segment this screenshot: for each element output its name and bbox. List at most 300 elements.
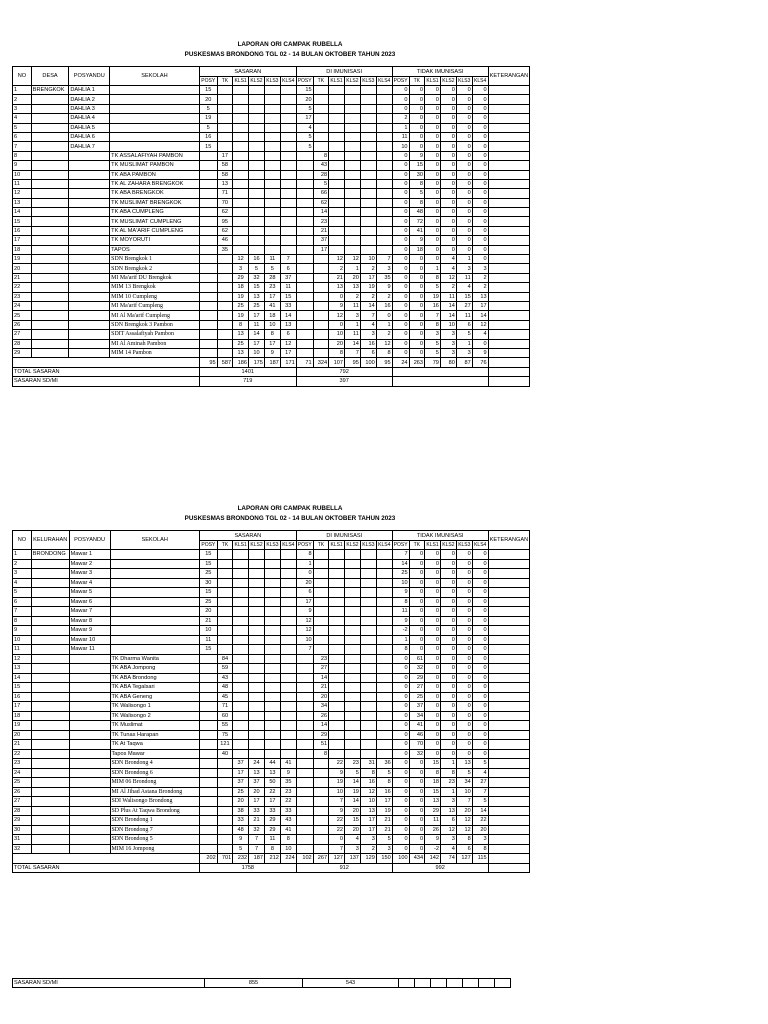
table-row [13, 179, 568, 188]
cell-tidak: 8 [425, 273, 441, 282]
row-no: 9 [13, 626, 32, 636]
cell-sas [217, 311, 232, 320]
cell-imun [360, 198, 376, 207]
cell-imun: 17 [360, 816, 376, 826]
cell-imun [296, 311, 313, 320]
cell-sas [249, 730, 265, 740]
cell-sas [280, 597, 296, 607]
row-sekolah: SDN Brondong 7 [110, 825, 199, 835]
cell-imun: 7 [376, 255, 392, 264]
cell-sas: 18 [233, 283, 249, 292]
row-desa [31, 559, 69, 569]
table-row [13, 339, 568, 348]
cell-imun [360, 559, 376, 569]
cell-imun [344, 95, 360, 104]
cell-sas [249, 578, 265, 588]
cell-imun [296, 711, 313, 721]
total-tidak: 100 [392, 854, 409, 864]
cell-tidak: 0 [425, 198, 441, 207]
cell-sas: 28 [264, 273, 280, 282]
cell-tidak: 0 [456, 217, 472, 226]
cell-imun [329, 664, 345, 674]
cell-tidak: 10 [392, 578, 409, 588]
cell-sas [264, 616, 280, 626]
cell-sas: 33 [280, 806, 296, 816]
subheader-kls2: KLS2 [442, 542, 455, 548]
cell-sas [249, 749, 265, 759]
cell-sas: 15 [199, 142, 217, 151]
sasaran-sdmi-value: 719 [199, 377, 296, 386]
cell-sas [264, 588, 280, 598]
total-sas: 701 [217, 854, 232, 864]
cell-sas [264, 711, 280, 721]
row-sekolah [110, 123, 200, 132]
cell-imun [345, 616, 361, 626]
row-desa [31, 330, 69, 339]
table-row [13, 635, 568, 645]
cell-tidak: 34 [409, 711, 424, 721]
cell-imun [360, 673, 376, 683]
cell-imun [345, 597, 361, 607]
cell-sas [280, 645, 296, 655]
cell-tidak: 0 [472, 673, 488, 683]
cell-tidak: 0 [456, 95, 472, 104]
row-keterangan [488, 142, 530, 151]
row-sekolah: TK MUSLIMAT CUMPLENG [110, 217, 200, 226]
cell-imun [344, 142, 360, 151]
row-no: 23 [13, 292, 32, 301]
row-keterangan [488, 208, 530, 217]
subheader-posy: POSY [297, 78, 312, 84]
cell-imun [345, 626, 361, 636]
cell-tidak: 3 [425, 330, 441, 339]
cell-imun: 22 [329, 816, 345, 826]
row-no: 16 [13, 692, 32, 702]
cell-tidak: 0 [409, 597, 424, 607]
cell-sas: 22 [264, 787, 280, 797]
cell-sas [280, 170, 296, 179]
total-imun: 129 [360, 854, 376, 864]
cell-sas [280, 236, 296, 245]
cell-sas [233, 208, 249, 217]
cell-imun [296, 787, 313, 797]
row-desa [31, 301, 69, 310]
cell-imun [360, 626, 376, 636]
total-imun: 150 [376, 854, 392, 864]
cell-sas [280, 607, 296, 617]
cell-tidak: 0 [392, 778, 409, 788]
cell-imun [376, 730, 392, 740]
cell-tidak: 0 [440, 749, 456, 759]
subheader-kls4: KLS4 [282, 542, 295, 548]
cell-sas [199, 768, 217, 778]
cell-tidak: 0 [392, 283, 409, 292]
cell-sas [233, 226, 249, 235]
row-sekolah: TK ABA Brondong [110, 673, 199, 683]
cell-sas [264, 740, 280, 750]
cell-tidak: 0 [392, 245, 409, 254]
cell-sas [280, 217, 296, 226]
cell-imun [296, 226, 313, 235]
cell-imun: 14 [313, 673, 328, 683]
row-posyandu [69, 825, 110, 835]
cell-sas: 59 [217, 664, 232, 674]
cell-imun: 12 [329, 255, 345, 264]
cell-tidak: 0 [440, 189, 456, 198]
cell-sas [199, 787, 217, 797]
cell-tidak: 4 [440, 844, 456, 854]
cell-sas [249, 702, 265, 712]
cell-tidak: 0 [409, 616, 424, 626]
row-no: 4 [13, 578, 32, 588]
row-sekolah: MI Al Ma'arif Cumpleng [110, 311, 200, 320]
cell-sas [199, 778, 217, 788]
row-desa [31, 217, 69, 226]
table-row [13, 730, 568, 740]
table-row [13, 132, 568, 141]
cell-imun: 14 [360, 301, 376, 310]
table-row [13, 578, 568, 588]
cell-imun [296, 292, 313, 301]
row-no: 14 [13, 208, 32, 217]
cell-imun [313, 768, 328, 778]
cell-sas [199, 348, 217, 357]
total-tidak: 434 [409, 854, 424, 864]
cell-tidak: 0 [456, 711, 472, 721]
cell-sas: 17 [264, 339, 280, 348]
subheader-kls3: KLS3 [362, 78, 375, 84]
cell-sas [233, 683, 249, 693]
cell-tidak: 0 [392, 208, 409, 217]
total-tidak: 79 [425, 358, 441, 367]
cell-tidak: 0 [425, 683, 441, 693]
cell-tidak: 41 [409, 721, 424, 731]
cell-sas [264, 245, 280, 254]
cell-sas [199, 721, 217, 731]
cell-tidak: 14 [472, 806, 488, 816]
cell-tidak: 0 [456, 245, 472, 254]
cell-tidak: 0 [425, 721, 441, 731]
cell-sas [280, 654, 296, 664]
cell-imun [329, 104, 345, 113]
row-keterangan [488, 806, 530, 816]
cell-imun: 8 [329, 348, 345, 357]
subheader-tk: TK [313, 77, 328, 86]
row-sekolah: SDN Brondong 6 [110, 768, 199, 778]
cell-imun [360, 550, 376, 560]
table-row [13, 616, 568, 626]
sasaran-sdmi-imunisasi: 397 [296, 377, 392, 386]
cell-sas: 24 [249, 759, 265, 769]
row-keterangan [488, 114, 530, 123]
row-sekolah: TK AL ZAHARA BRENGKOK [110, 179, 200, 188]
report-title: LAPORAN ORI CAMPAK RUBELLA [237, 41, 343, 48]
cell-tidak: 10 [456, 787, 472, 797]
cell-tidak: 3 [472, 264, 488, 273]
cell-sas: 41 [280, 825, 296, 835]
cell-imun: 15 [296, 86, 313, 95]
cell-tidak: 0 [392, 348, 409, 357]
cell-imun [313, 255, 328, 264]
cell-imun [313, 607, 328, 617]
cell-sas: 35 [280, 778, 296, 788]
row-desa [31, 692, 69, 702]
cell-sas: 7 [249, 844, 265, 854]
cell-tidak: 0 [392, 86, 409, 95]
cell-tidak: 0 [472, 635, 488, 645]
cell-sas: 45 [217, 692, 232, 702]
row-no: 15 [13, 683, 32, 693]
row-no: 16 [13, 226, 32, 235]
cell-imun: 2 [376, 330, 392, 339]
total-sas: 232 [233, 854, 249, 864]
cell-tidak: 0 [440, 597, 456, 607]
row-desa [31, 816, 69, 826]
cell-tidak: 0 [425, 189, 441, 198]
cell-sas [199, 797, 217, 807]
cell-imun [376, 86, 392, 95]
cell-imun [376, 114, 392, 123]
cell-tidak: 0 [472, 730, 488, 740]
cell-tidak: 0 [392, 702, 409, 712]
cell-tidak: 0 [472, 245, 488, 254]
row-desa [31, 170, 69, 179]
cell-tidak: 0 [425, 626, 441, 636]
cell-sas [280, 740, 296, 750]
cell-sas [217, 626, 232, 636]
row-desa [31, 626, 69, 636]
total-imun: 267 [313, 854, 328, 864]
row-desa [31, 749, 69, 759]
row-desa [31, 645, 69, 655]
cell-imun [345, 664, 361, 674]
row-sekolah: MIM 16 Jompong [110, 844, 199, 854]
cell-imun [296, 683, 313, 693]
cell-tidak: 0 [409, 132, 424, 141]
cell-tidak: 8 [409, 198, 424, 207]
cell-imun [360, 597, 376, 607]
cell-sas [264, 142, 280, 151]
cell-imun [376, 654, 392, 664]
cell-imun: 19 [329, 778, 345, 788]
cell-sas [280, 104, 296, 113]
cell-tidak: 0 [472, 114, 488, 123]
cell-tidak: 0 [425, 208, 441, 217]
cell-tidak: 0 [409, 292, 424, 301]
cell-tidak: 5 [456, 768, 472, 778]
cell-sas: 12 [280, 339, 296, 348]
subheader-tk: TK [409, 77, 424, 86]
cell-tidak: 1 [425, 264, 441, 273]
cell-tidak: 18 [425, 778, 441, 788]
cell-imun [376, 161, 392, 170]
cell-tidak: 0 [409, 142, 424, 151]
cell-tidak: 15 [409, 161, 424, 170]
cell-tidak: 0 [392, 339, 409, 348]
row-keterangan [488, 588, 530, 598]
cell-imun [360, 217, 376, 226]
cell-imun [296, 170, 313, 179]
cell-imun [344, 161, 360, 170]
cell-sas [233, 597, 249, 607]
cell-sas [217, 104, 232, 113]
cell-imun [296, 339, 313, 348]
row-sekolah [110, 588, 199, 598]
cell-tidak: 0 [409, 123, 424, 132]
cell-imun [345, 711, 361, 721]
row-keterangan [488, 778, 530, 788]
cell-sas [233, 673, 249, 683]
row-posyandu [69, 844, 110, 854]
row-keterangan [488, 645, 530, 655]
cell-tidak: 0 [440, 607, 456, 617]
cell-tidak: 5 [472, 759, 488, 769]
empty-cell [399, 979, 415, 988]
cell-tidak: 4 [472, 768, 488, 778]
cell-tidak: 6 [456, 320, 472, 329]
cell-imun [296, 189, 313, 198]
row-no: 18 [13, 245, 32, 254]
cell-sas: 8 [280, 835, 296, 845]
cell-imun [360, 740, 376, 750]
cell-sas: 71 [217, 702, 232, 712]
cell-sas: 15 [249, 283, 265, 292]
cell-sas [280, 189, 296, 198]
cell-tidak: 27 [456, 301, 472, 310]
cell-tidak: 0 [472, 578, 488, 588]
cell-tidak: 19 [425, 292, 441, 301]
cell-tidak: 0 [472, 626, 488, 636]
cell-imun [360, 635, 376, 645]
cell-imun: 10 [360, 797, 376, 807]
cell-imun: 34 [313, 702, 328, 712]
row-posyandu [69, 778, 110, 788]
cell-sas [199, 692, 217, 702]
cell-sas [217, 292, 232, 301]
cell-tidak: 0 [456, 626, 472, 636]
cell-sas: 17 [280, 348, 296, 357]
cell-imun [313, 844, 328, 854]
cell-imun [345, 749, 361, 759]
cell-imun [360, 179, 376, 188]
cell-sas [233, 635, 249, 645]
row-posyandu: DAHLIA 5 [69, 123, 110, 132]
cell-tidak: 0 [472, 588, 488, 598]
report-table [12, 66, 568, 387]
cell-tidak: 0 [456, 123, 472, 132]
cell-imun: 62 [313, 198, 328, 207]
table-row [13, 142, 568, 151]
cell-sas [280, 142, 296, 151]
row-desa [31, 664, 69, 674]
cell-tidak: 17 [472, 301, 488, 310]
cell-sas: 121 [217, 740, 232, 750]
cell-tidak: 0 [472, 161, 488, 170]
row-desa [31, 339, 69, 348]
row-sekolah: MIM 06 Brondong [110, 778, 199, 788]
cell-tidak: 0 [425, 217, 441, 226]
cell-imun [296, 236, 313, 245]
row-sekolah: TK ABA Jompong [110, 664, 199, 674]
header-posyandu: POSYANDU [69, 531, 110, 550]
total-sas: 187 [264, 358, 280, 367]
cell-sas [217, 320, 232, 329]
cell-imun [329, 616, 345, 626]
table-row [13, 654, 568, 664]
cell-tidak: 27 [409, 683, 424, 693]
cell-imun: 11 [344, 301, 360, 310]
cell-tidak: 0 [440, 664, 456, 674]
cell-tidak: 0 [456, 114, 472, 123]
empty-cell [463, 979, 479, 988]
row-keterangan [488, 578, 530, 588]
row-desa [31, 768, 69, 778]
table-row [13, 597, 568, 607]
cell-imun: 2 [360, 844, 376, 854]
cell-sas: 33 [233, 816, 249, 826]
row-no: 13 [13, 198, 32, 207]
cell-imun: 16 [376, 787, 392, 797]
subheader-kls1: KLS1 [426, 542, 439, 548]
cell-sas [280, 578, 296, 588]
row-desa [31, 730, 69, 740]
cell-tidak: 70 [409, 740, 424, 750]
cell-sas [199, 245, 217, 254]
cell-imun [345, 569, 361, 579]
header-sasaran: SASARAN [199, 531, 296, 541]
cell-imun [296, 816, 313, 826]
cell-imun: 10 [329, 330, 345, 339]
cell-sas [217, 844, 232, 854]
cell-imun: 7 [344, 348, 360, 357]
row-desa [31, 208, 69, 217]
cell-tidak: 0 [456, 142, 472, 151]
cell-sas: 17 [217, 151, 232, 160]
cell-sas [233, 749, 249, 759]
cell-sas: 8 [264, 330, 280, 339]
row-posyandu [69, 673, 110, 683]
cell-imun [376, 151, 392, 160]
table-row [13, 664, 568, 674]
cell-imun [345, 740, 361, 750]
cell-tidak: 0 [440, 683, 456, 693]
cell-imun [360, 721, 376, 731]
table-row [13, 114, 568, 123]
total-imun: 95 [344, 358, 360, 367]
cell-imun [296, 730, 313, 740]
cell-imun: 17 [376, 797, 392, 807]
row-no: 29 [13, 816, 32, 826]
cell-imun [329, 151, 345, 160]
cell-imun [296, 151, 313, 160]
row-posyandu [69, 226, 110, 235]
table-row [13, 198, 568, 207]
cell-tidak: 14 [472, 311, 488, 320]
cell-tidak: 20 [456, 806, 472, 816]
row-keterangan [488, 759, 530, 769]
cell-sas: 29 [233, 273, 249, 282]
cell-sas: 25 [233, 301, 249, 310]
cell-imun [313, 264, 328, 273]
cell-imun [296, 208, 313, 217]
cell-tidak: 0 [440, 86, 456, 95]
cell-sas: 23 [264, 283, 280, 292]
cell-imun [376, 179, 392, 188]
cell-tidak: 0 [409, 835, 424, 845]
cell-sas [217, 339, 232, 348]
cell-tidak: 32 [409, 749, 424, 759]
cell-sas [280, 114, 296, 123]
